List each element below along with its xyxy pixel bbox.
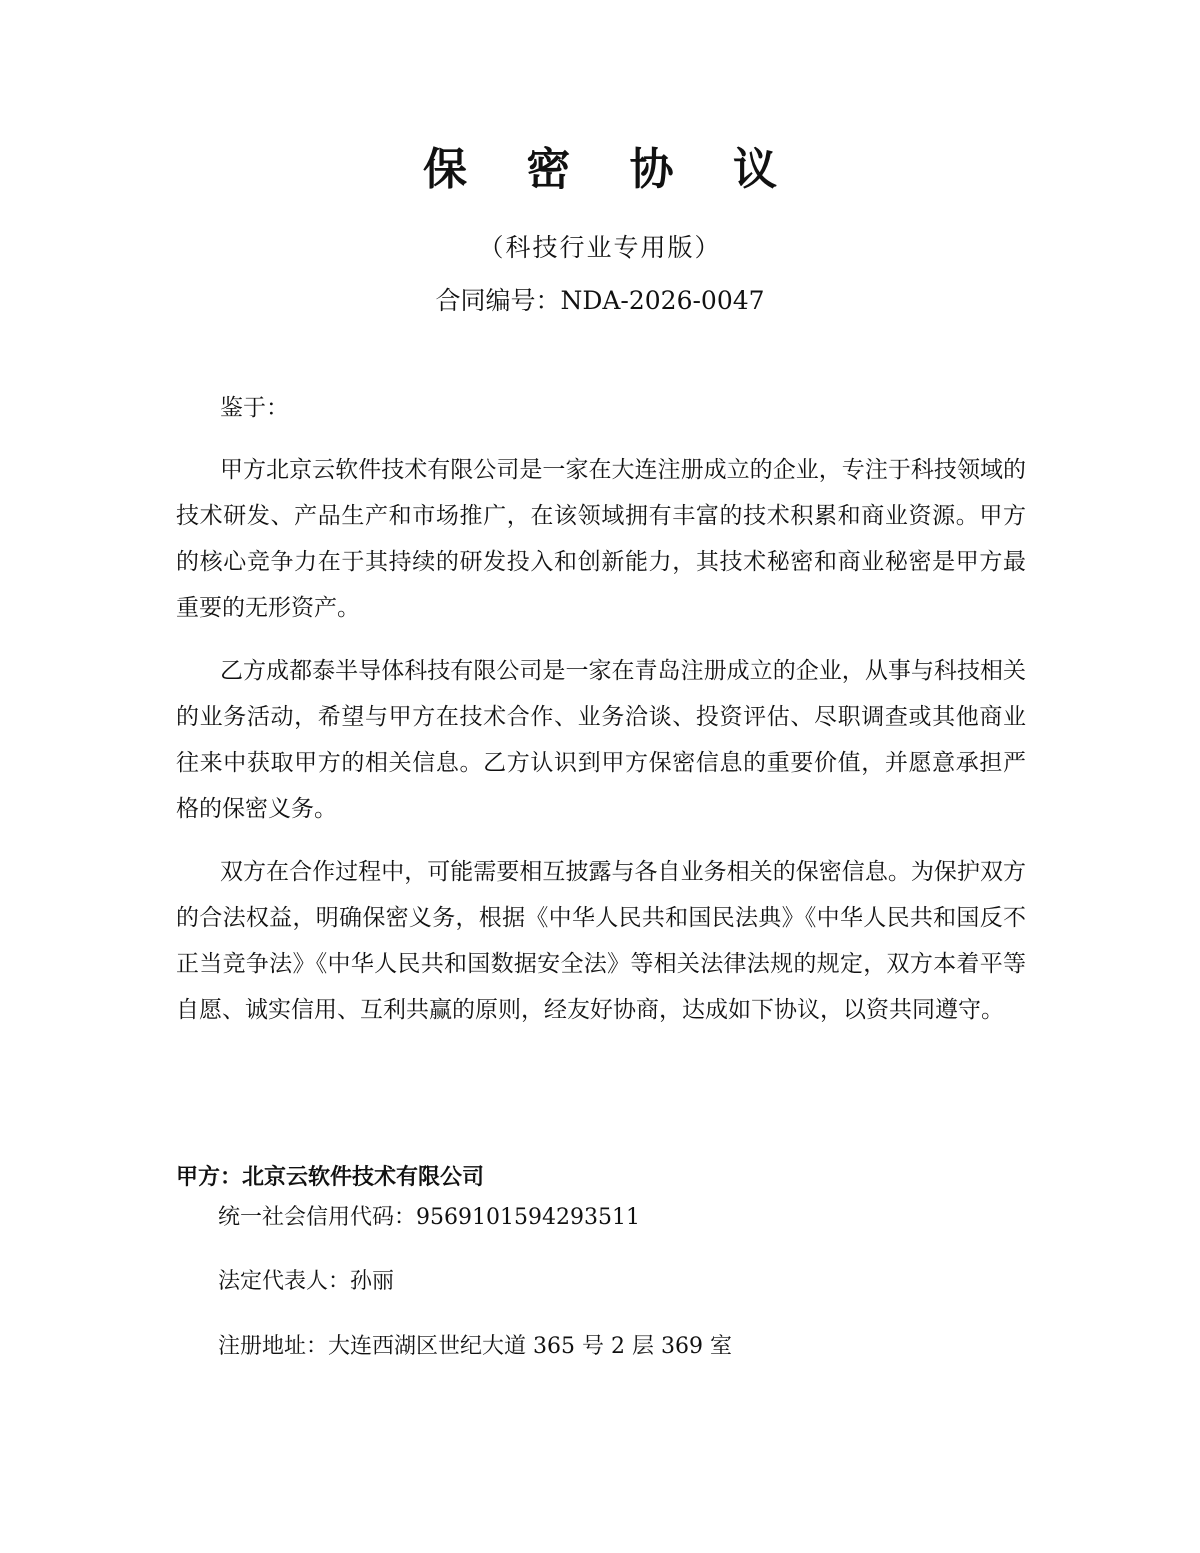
document-subtitle: （科技行业专用版）: [478, 233, 722, 262]
paragraph-party-b-intro: 乙方成都泰半导体科技有限公司是一家在青岛注册成立的企业，从事与科技相关的业务活动，希望与甲方在技术合作、业务洽谈、投资评估、尽职调查或其他商业往来中获取甲方的相关信息。乙方认识到甲方保密信息的重要价值，并愿意承担严格的保密义务。: [176, 658, 1026, 822]
party-a-credit-code: 统一社会信用代码：9569101594293511: [218, 1205, 640, 1230]
paragraph-party-a-intro: 甲方北京云软件技术有限公司是一家在大连注册成立的企业，专注于科技领域的技术研发、产品生产和市场推广，在该领域拥有丰富的技术积累和商业资源。甲方的核心竞争力在于其持续的研发投入和创新能力，其技术秘密和商业秘密是甲方最重要的无形资产。: [176, 457, 1026, 621]
party-a-heading: 甲方：北京云软件技术有限公司: [176, 1165, 485, 1190]
paragraph-purpose: 双方在合作过程中，可能需要相互披露与各自业务相关的保密信息。为保护双方的合法权益，明确保密义务，根据《中华人民共和国民法典》《中华人民共和国反不正当竞争法》《中华人民共和国数据安全法》等相关法律法规的规定，双方本着平等自愿、诚实信用、互利共赢的原则，经友好协商，达成如下协议，以资共同遵守。: [176, 859, 1026, 1023]
party-a-address: 注册地址：大连西湖区世纪大道 365 号 2 层 369 室: [218, 1334, 732, 1359]
document-title: 保 密 协 议: [423, 144, 799, 195]
whereas-label: 鉴于：: [220, 395, 289, 421]
party-a-legal-rep: 法定代表人：孙丽: [218, 1269, 395, 1294]
contract-number: 合同编号：NDA-2026-0047: [435, 286, 765, 315]
